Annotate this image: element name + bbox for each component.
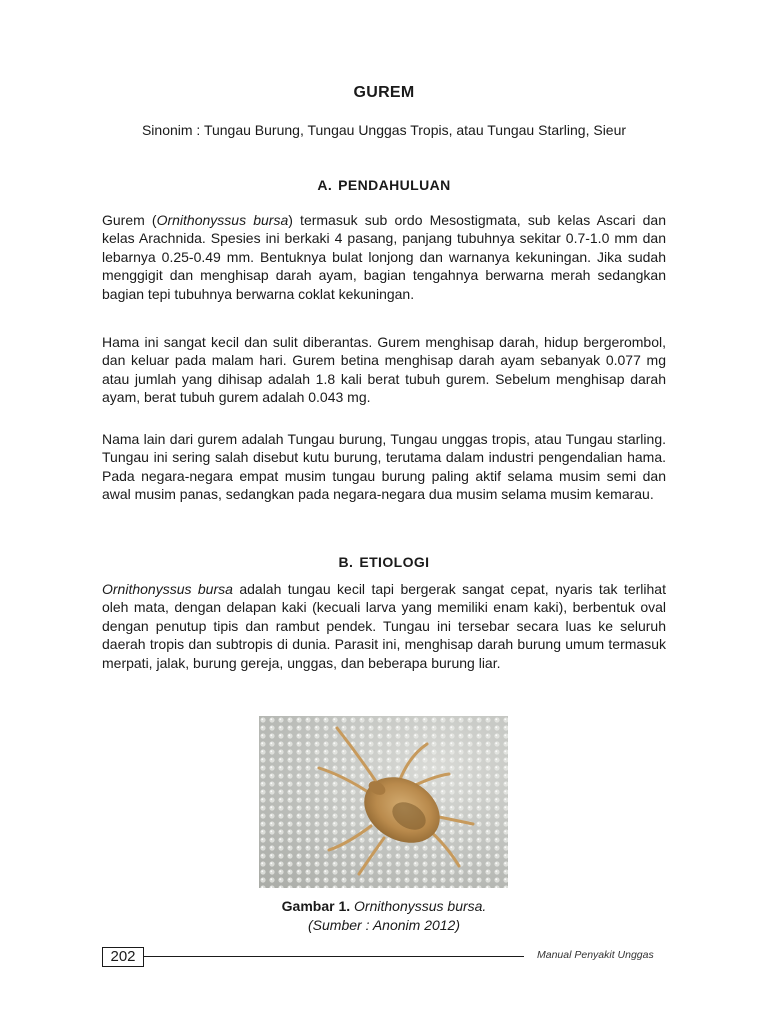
section-number: B.: [338, 554, 354, 570]
page-title: GUREM: [353, 84, 415, 101]
mite-illustration: [259, 716, 508, 888]
caption-species: Ornithonyssus bursa.: [354, 898, 487, 914]
section-heading-pendahuluan: [0, 177, 768, 193]
caption-source: (Sumber : Anonim 2012): [308, 917, 460, 933]
book-title: Manual Penyakit Unggas: [537, 949, 654, 961]
section-title: ETIOLOGI: [359, 554, 430, 570]
page-number: 202: [102, 947, 144, 967]
figure-caption: [0, 897, 768, 935]
species-name: Ornithonyssus bursa: [156, 212, 289, 228]
paragraph-other-names: Nama lain dari gurem adalah Tungau burung, Tungau unggas tropis, atau Tungau starling. Tungau ini sering salah disebut kutu burung, terutama dalam industri pengendalian hama. Pada negara-negara empat musim tungau burung paling aktif selama musim semi dan awal musim panas, sedangkan pada negara-negara dua musim selama musim kemarau.: [102, 431, 666, 503]
section-heading-etiologi: [0, 554, 768, 570]
paragraph-text: adalah tungau kecil tapi bergerak sangat cepat, nyaris tak terlihat oleh mata, dengan delapan kaki (kecuali larva yang memiliki enam kaki), berbentuk oval dengan penutup tipis dan rambut pendek. Tungau ini tersebar secara luas ke seluruh daerah tropis dan subtropis di dunia. Parasit ini, menghisap darah burung umum termasuk merpati, jalak, burung gereja, unggas, dan beberapa burung liar.: [102, 581, 666, 671]
section-number: A.: [317, 177, 333, 193]
species-name: Ornithonyssus bursa: [102, 581, 233, 597]
mite-photo: [259, 716, 508, 888]
synonym-line: Sinonim : Tungau Burung, Tungau Unggas Tropis, atau Tungau Starling, Sieur: [141, 122, 627, 138]
paragraph-intro: [102, 211, 666, 303]
caption-label: Gambar 1.: [281, 898, 351, 914]
paragraph-text: ) termasuk sub ordo Mesostigmata, sub kelas Ascari dan kelas Arachnida. Spesies ini berkaki 4 pasang, panjang tubuhnya sekitar 0.7-1.0 mm dan lebarnya 0.25-0.49 mm. Bentuknya bulat lonjong dan warnanya kekuningan. Jika sudah menggigit dan menghisap darah ayam, bagian tengahnya berwarna merah sedangkan bagian tepi tubuhnya berwarna coklat kekuningan.: [102, 212, 666, 302]
paragraph-text: Gurem (: [102, 212, 157, 228]
paragraph-feeding: Hama ini sangat kecil dan sulit diberantas. Gurem menghisap darah, hidup bergerombol, dan keluar pada malam hari. Gurem betina menghisap darah ayam sebanyak 0.077 mg atau jumlah yang dihisap adalah 1.8 kali berat tubuh gurem. Sebelum menghisap darah ayam, berat tubuh gurem adalah 0.043 mg.: [102, 334, 666, 406]
section-title: PENDAHULUAN: [338, 177, 451, 193]
footer-divider: [144, 956, 524, 957]
paragraph-etiology: [102, 580, 666, 672]
